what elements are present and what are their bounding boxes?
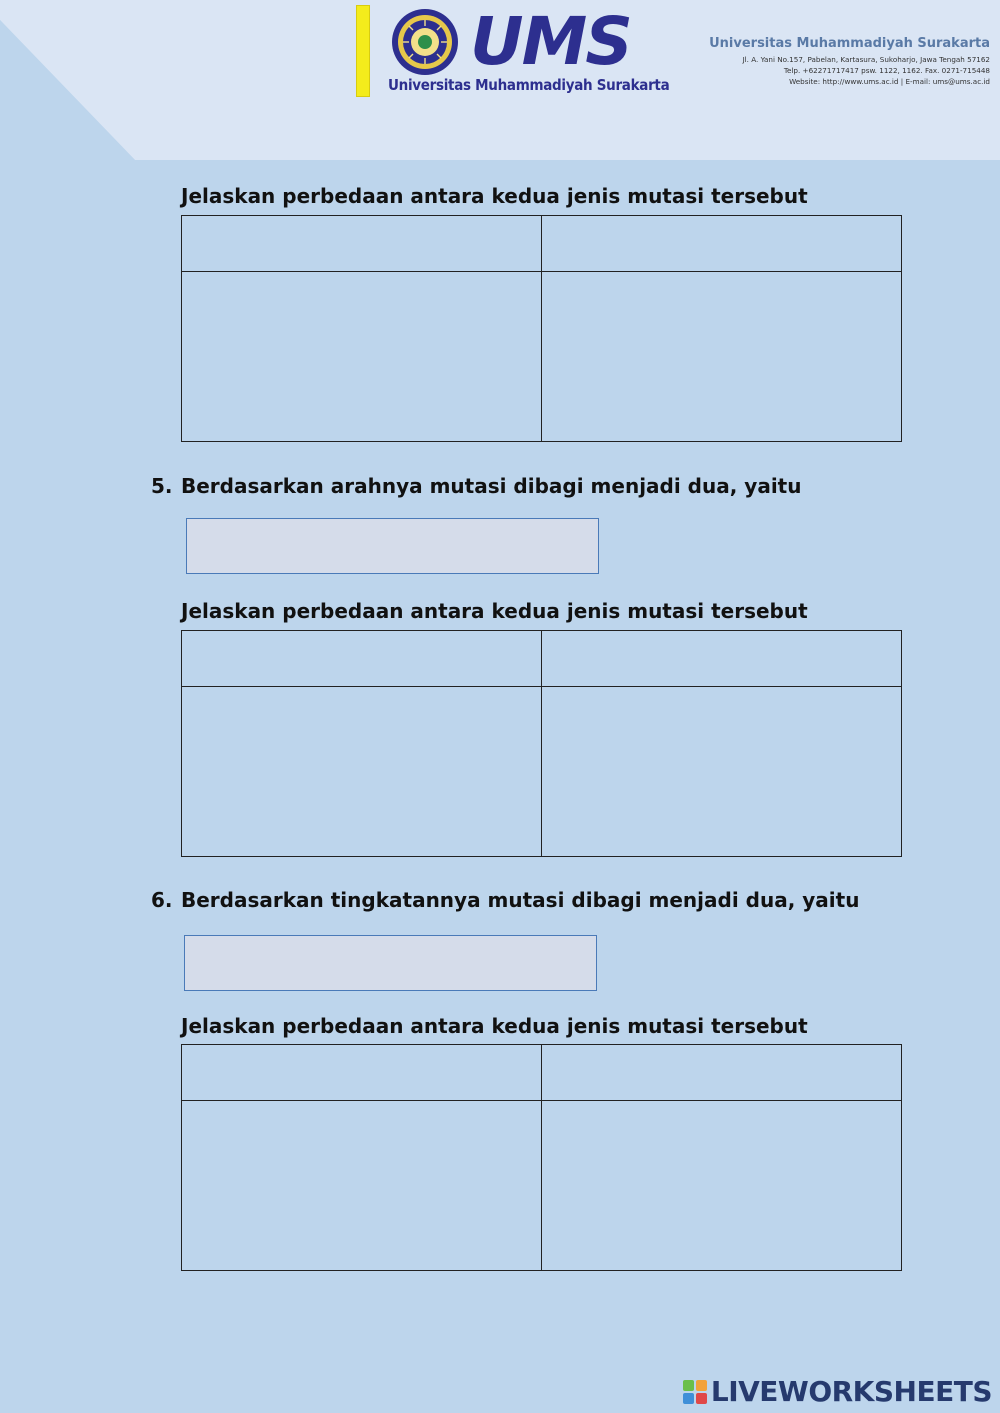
table-header-cell-right[interactable] [542,216,901,271]
table-header-cell-right[interactable] [542,1045,901,1100]
table-header-cell-left[interactable] [182,1045,541,1100]
institution-phone: Telp. +62271717417 psw. 1122, 1162. Fax. 0271-715448 [783,66,990,75]
question-number: 6. [151,888,173,912]
table-header-cell-right[interactable] [542,631,901,686]
instruction-label: Jelaskan perbedaan antara kedua jenis mutasi tersebut [181,1014,808,1038]
table-body-cell-left[interactable] [182,1101,541,1270]
comparison-table [181,215,902,442]
liveworksheets-icon [683,1380,707,1404]
instruction-label: Jelaskan perbedaan antara kedua jenis mutasi tersebut [181,599,808,623]
table-body-cell-right[interactable] [542,272,901,441]
accent-bar [356,5,370,97]
answer-input[interactable] [186,518,599,574]
university-seal-icon [386,6,464,78]
liveworksheets-logo[interactable] [683,1377,992,1407]
instruction-label: Jelaskan perbedaan antara kedua jenis mutasi tersebut [181,184,808,208]
table-header-cell-left[interactable] [182,631,541,686]
ums-logo-subtitle: Universitas Muhammadiyah Surakarta [388,76,670,94]
table-header-cell-left[interactable] [182,216,541,271]
liveworksheets-brand: LIVEWORKSHEETS [710,1375,992,1408]
answer-input[interactable] [184,935,597,991]
ums-logo-text: UMS [470,3,631,80]
table-body-cell-left[interactable] [182,272,541,441]
question-number: 5. [151,474,173,498]
table-body-cell-left[interactable] [182,687,541,856]
question-text: Berdasarkan arahnya mutasi dibagi menjadi dua, yaitu [181,474,802,498]
question-text: Berdasarkan tingkatannya mutasi dibagi menjadi dua, yaitu [181,888,860,912]
institution-name: Universitas Muhammadiyah Surakarta [709,36,990,51]
comparison-table [181,1044,902,1271]
comparison-table [181,630,902,857]
institution-address: Jl. A. Yani No.157, Pabelan, Kartasura, Sukoharjo, Jawa Tengah 57162 [742,55,990,64]
table-body-cell-right[interactable] [542,687,901,856]
institution-web: Website: http://www.ums.ac.id | E-mail: ums@ums.ac.id [789,77,990,86]
table-body-cell-right[interactable] [542,1101,901,1270]
